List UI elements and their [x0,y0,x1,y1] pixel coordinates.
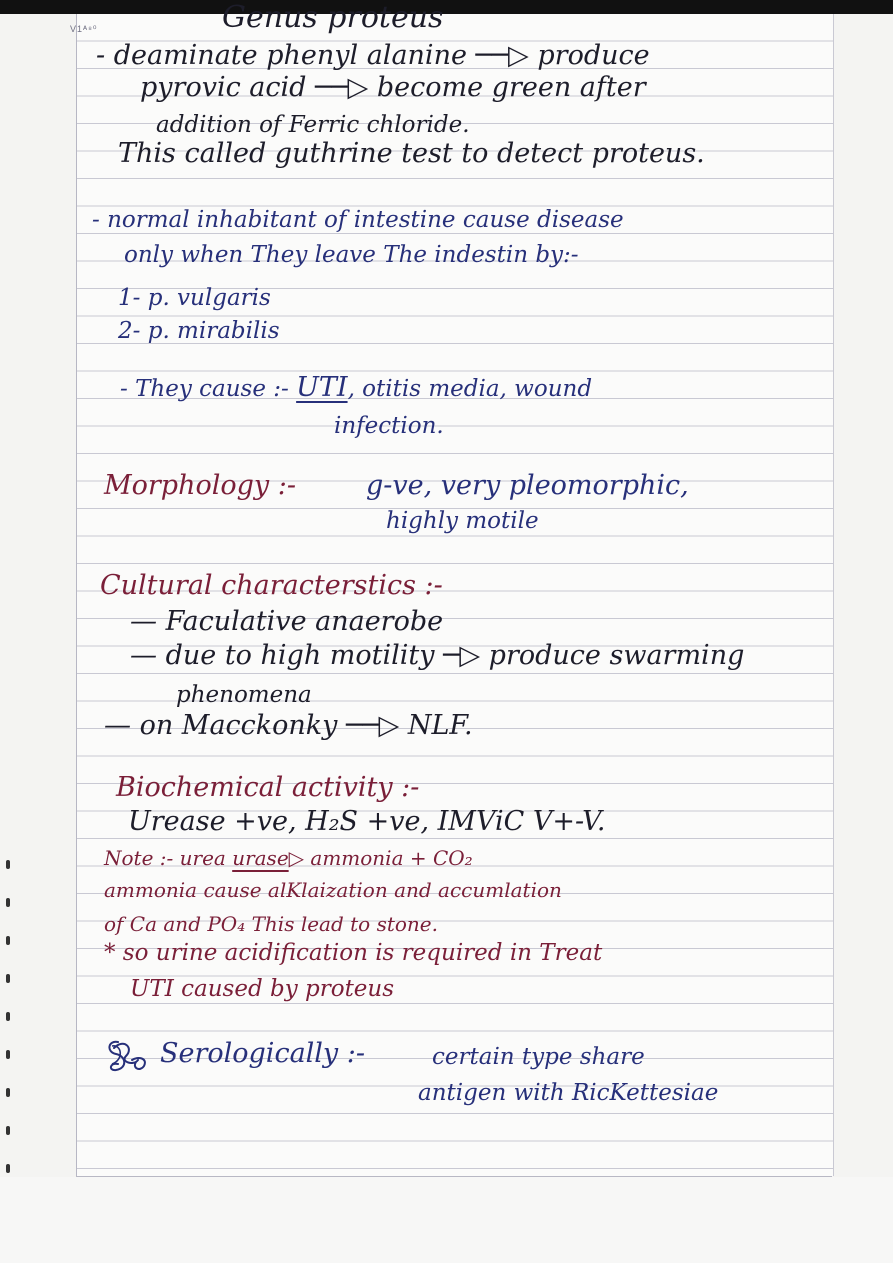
biochemical-line-4: of Ca and PO₄ This lead to stone. [104,912,438,936]
diseases-line-1 [120,372,592,403]
scan-top-edge [0,0,893,14]
cultural-line-4: — on Macckonky ──▷ NLF. [104,710,473,741]
diseases-uti: UTI [296,372,348,403]
corner-mark: V1ᴬ⁸⁰ [70,24,98,34]
morphology-line-1: g-ve, very pleomorphic, [366,470,689,501]
diseases-line-2: infection. [334,413,444,439]
notebook-spiral-binding [0,40,12,1240]
biochemical-line-6: UTI caused by proteus [130,976,395,1002]
habitat-line-3: 1- p. vulgaris [118,285,271,311]
cultural-line-2: — due to high motility ─▷ produce swarming [130,640,745,671]
cultural-heading: Cultural characterstics :- [100,570,443,601]
morphology-heading: Morphology :- [104,470,296,501]
habitat-line-2: only when They leave The indestin by:- [124,242,579,268]
serology-line-2: antigen with RicKettesiae [418,1080,719,1106]
diseases-rest: , otitis media, wound [347,376,593,402]
intro-line-1: - deaminate phenyl alanine ──▷ produce [96,40,650,71]
diseases-prefix: - They cause :- [120,376,289,402]
habitat-line-4: 2- p. mirabilis [118,318,280,344]
biochemical-heading: Biochemical activity :- [116,772,420,803]
page-title: Genus proteus [222,0,444,35]
habitat-line-1: - normal inhabitant of intestine cause disease [92,207,624,233]
serology-heading: Serologically :- [160,1038,365,1069]
intro-line-4: This called guthrine test to detect proteus. [118,138,705,169]
cultural-line-1: — Faculative anaerobe [130,606,444,637]
biochemical-line-5: * so urine acidification is required in Treat [104,940,603,966]
intro-line-2: pyrovic acid ──▷ become green after [140,72,646,103]
serology-line-1: certain type share [432,1044,645,1070]
note-prefix: Note :- urea [104,846,226,870]
note-rest: ▷ ammonia + CO₂ [288,846,473,870]
scribble-mark [104,1034,152,1078]
page-margin-below [0,1177,893,1263]
morphology-line-2: highly motile [386,508,539,534]
biochemical-line-1: Urease +ve, H₂S +ve, IMViC V+-V. [128,806,606,837]
cultural-line-3: phenomena [176,682,312,708]
note-enzyme: urase [232,846,289,870]
biochemical-note [104,846,473,870]
intro-line-3: addition of Ferric chloride. [156,112,470,138]
biochemical-line-3: ammonia cause alKlaization and accumlation [104,878,562,902]
